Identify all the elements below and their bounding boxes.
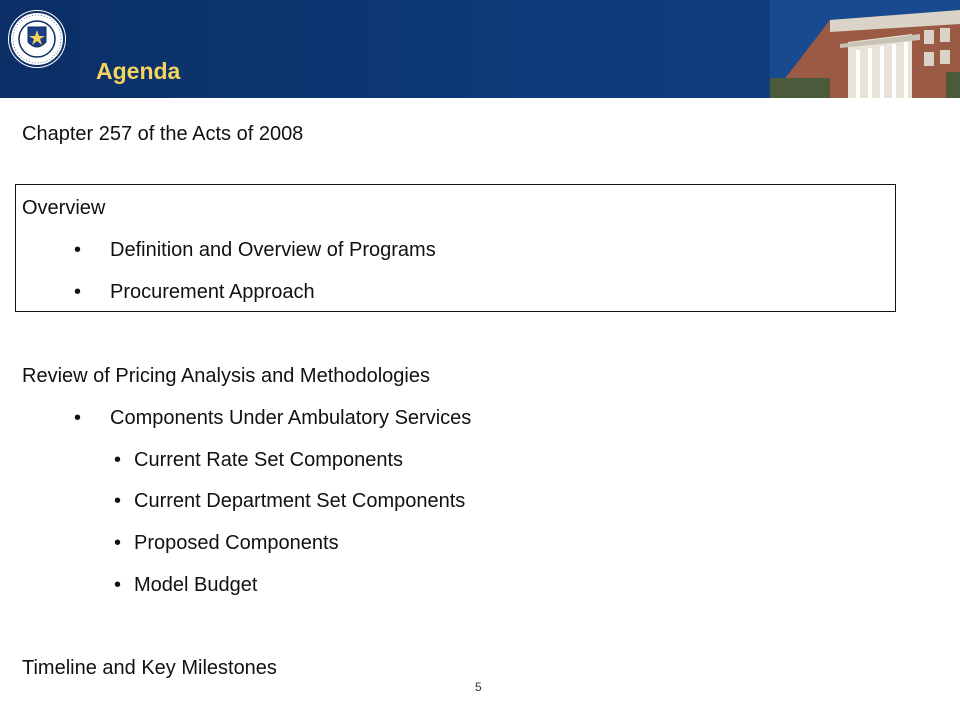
pricing-subitem: • Current Department Set Components	[114, 490, 466, 512]
bullet-icon: •	[114, 490, 122, 512]
state-house-image	[770, 0, 960, 98]
massachusetts-seal-logo	[6, 8, 68, 70]
overview-item: • Procurement Approach	[74, 281, 315, 303]
bullet-icon: •	[114, 574, 122, 596]
agenda-chapter: Chapter 257 of the Acts of 2008	[22, 123, 304, 145]
pricing-subheading: • Components Under Ambulatory Services	[74, 407, 472, 429]
pricing-heading: Review of Pricing Analysis and Methodologies	[22, 365, 430, 387]
bullet-icon: •	[74, 281, 82, 303]
bullet-icon: •	[114, 532, 122, 554]
bullet-icon: •	[74, 407, 82, 429]
bullet-icon: •	[114, 449, 122, 471]
header-banner	[0, 0, 960, 98]
pricing-subitem: • Current Rate Set Components	[114, 449, 404, 471]
overview-item: • Definition and Overview of Programs	[74, 239, 436, 261]
page-number: 5	[475, 680, 482, 694]
pricing-subitem: • Model Budget	[114, 574, 258, 596]
page-title: Agenda	[96, 58, 181, 84]
overview-heading: Overview	[22, 197, 106, 219]
pricing-subitem: • Proposed Components	[114, 532, 339, 554]
timeline-heading: Timeline and Key Milestones	[22, 657, 277, 679]
bullet-icon: •	[74, 239, 82, 261]
